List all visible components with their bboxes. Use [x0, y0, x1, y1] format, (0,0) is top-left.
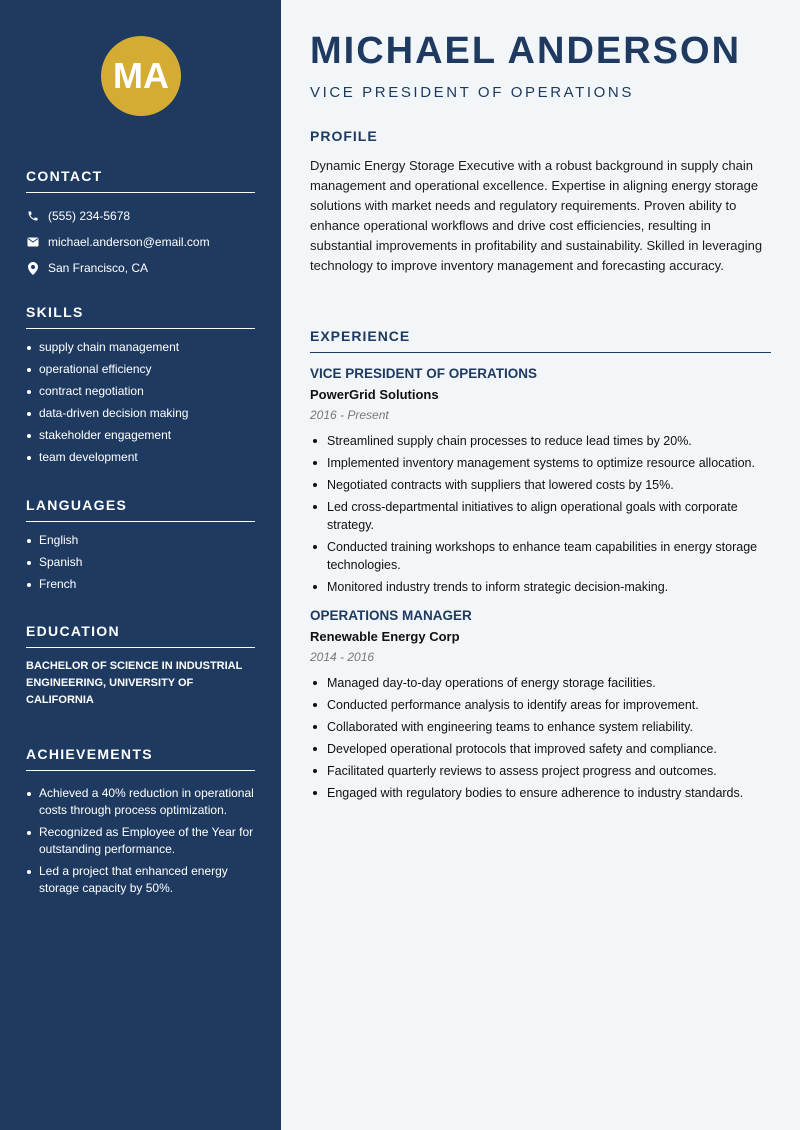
language-item: English	[26, 532, 255, 549]
skills-section	[26, 304, 255, 471]
achievements-heading: ACHIEVEMENTS	[26, 746, 255, 771]
person-title: VICE PRESIDENT OF OPERATIONS	[310, 84, 634, 101]
location-pin-icon	[26, 261, 40, 275]
language-item: French	[26, 576, 255, 593]
contact-heading: CONTACT	[26, 168, 255, 193]
job-entry	[310, 366, 771, 596]
skill-item: team development	[26, 449, 255, 466]
contact-email	[26, 229, 255, 255]
languages-list	[26, 532, 255, 593]
email-icon	[26, 235, 40, 249]
job-bullets	[310, 674, 771, 802]
contact-location	[26, 255, 255, 281]
achievement-item: Achieved a 40% reduction in operational costs through process optimization.	[26, 785, 255, 819]
sidebar	[0, 0, 281, 1130]
job-bullet: Collaborated with engineering teams to enhance system reliability.	[310, 718, 771, 736]
achievement-item: Led a project that enhanced energy storage capacity by 50%.	[26, 863, 255, 897]
job-bullet: Managed day-to-day operations of energy storage facilities.	[310, 674, 771, 692]
job-bullet: Implemented inventory management systems to optimize resource allocation.	[310, 454, 771, 472]
job-dates: 2014 - 2016	[310, 650, 375, 664]
skill-item: stakeholder engagement	[26, 427, 255, 444]
education-degree: BACHELOR OF SCIENCE IN INDUSTRIAL ENGINEERING, UNIVERSITY OF CALIFORNIA	[26, 660, 243, 706]
skills-heading: SKILLS	[26, 304, 255, 329]
achievements-list	[26, 785, 255, 897]
contact-section	[26, 168, 255, 281]
profile-heading: PROFILE	[310, 128, 378, 144]
job-title: OPERATIONS MANAGER	[310, 608, 472, 623]
achievement-item: Recognized as Employee of the Year for outstanding performance.	[26, 824, 255, 858]
job-dates: 2016 - Present	[310, 408, 389, 422]
contact-phone	[26, 203, 255, 229]
job-bullet: Monitored industry trends to inform strategic decision-making.	[310, 578, 771, 596]
profile-section	[310, 128, 771, 276]
skills-list	[26, 339, 255, 466]
profile-text: Dynamic Energy Storage Executive with a robust background in supply chain management and operational excellence. Expertise in aligning energy storage solutions with market needs and regulatory requirements. Proven ability to enhance operational workflows and drive cost efficiencies, resulting in substantial improvements in profitability and sustainability. Skilled in leveraging technology to improve inventory management and forecasting accuracy.	[310, 158, 763, 273]
language-item: Spanish	[26, 554, 255, 571]
job-bullet: Developed operational protocols that improved safety and compliance.	[310, 740, 771, 758]
experience-heading: EXPERIENCE	[310, 328, 771, 353]
avatar: MA	[101, 36, 181, 116]
education-section	[26, 623, 255, 709]
location-text: San Francisco, CA	[48, 261, 149, 275]
job-bullet: Engaged with regulatory bodies to ensure adherence to industry standards.	[310, 784, 771, 802]
job-title: VICE PRESIDENT OF OPERATIONS	[310, 366, 538, 381]
skill-item: data-driven decision making	[26, 405, 255, 422]
job-bullet: Conducted training workshops to enhance team capabilities in energy storage technologies.	[310, 538, 771, 574]
languages-heading: LANGUAGES	[26, 497, 255, 522]
job-bullet: Conducted performance analysis to identify areas for improvement.	[310, 696, 771, 714]
experience-section	[310, 328, 771, 806]
email-text: michael.anderson@email.com	[48, 235, 210, 249]
job-bullet: Led cross-departmental initiatives to align operational goals with corporate strategy.	[310, 498, 771, 534]
job-entry	[310, 608, 771, 802]
job-bullet: Negotiated contracts with suppliers that lowered costs by 15%.	[310, 476, 771, 494]
person-name: MICHAEL ANDERSON	[310, 30, 742, 72]
achievements-section	[26, 746, 255, 902]
phone-text: (555) 234-5678	[48, 209, 131, 223]
job-bullet: Facilitated quarterly reviews to assess project progress and outcomes.	[310, 762, 771, 780]
skill-item: contract negotiation	[26, 383, 255, 400]
skill-item: supply chain management	[26, 339, 255, 356]
job-company: PowerGrid Solutions	[310, 387, 439, 402]
skill-item: operational efficiency	[26, 361, 255, 378]
job-bullets	[310, 432, 771, 596]
phone-icon	[26, 209, 40, 223]
languages-section	[26, 497, 255, 598]
job-company: Renewable Energy Corp	[310, 629, 460, 644]
education-heading: EDUCATION	[26, 623, 255, 648]
job-bullet: Streamlined supply chain processes to reduce lead times by 20%.	[310, 432, 771, 450]
